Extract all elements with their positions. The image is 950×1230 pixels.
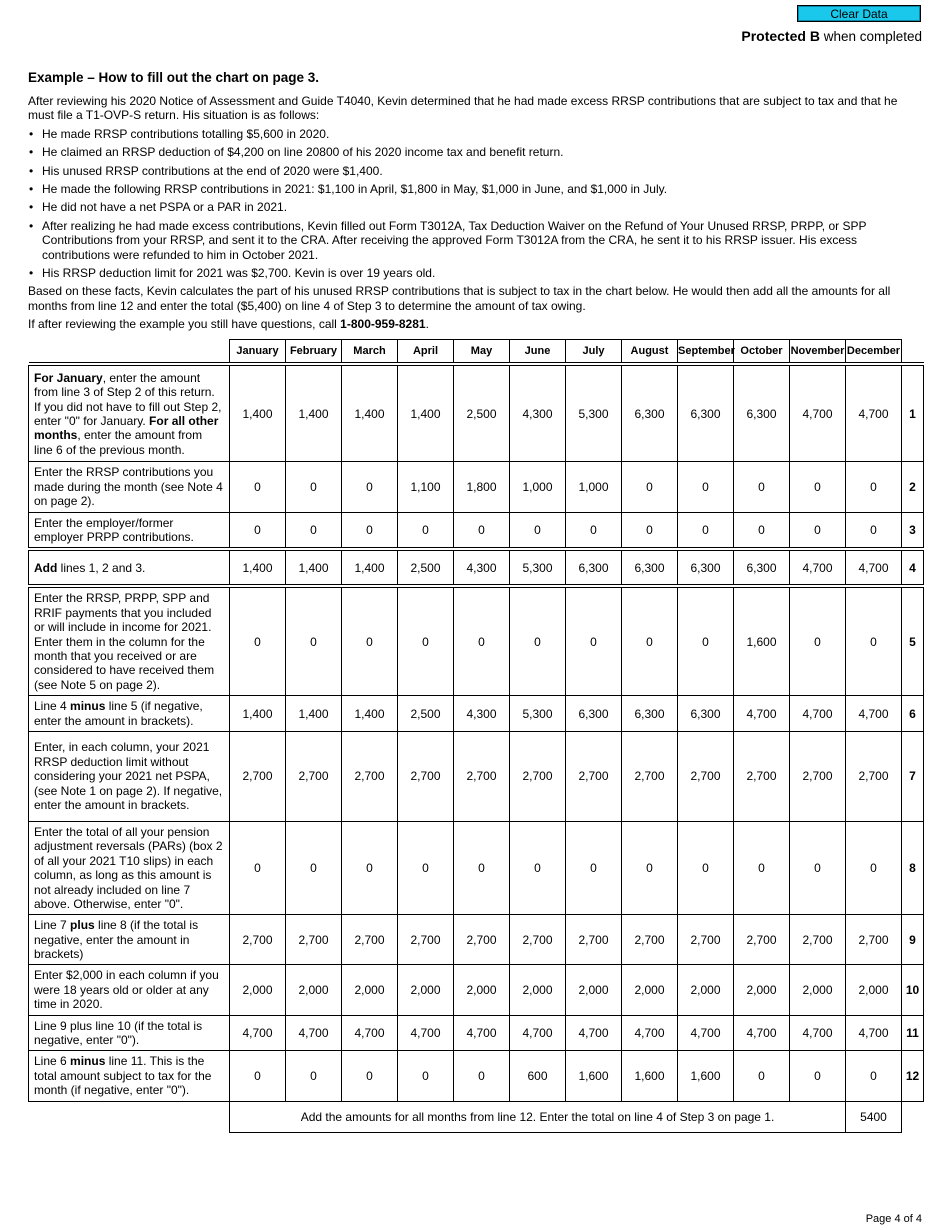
line-11-march-value[interactable]: 4,700 — [342, 1015, 398, 1051]
line-1-april-value[interactable]: 1,400 — [398, 366, 454, 462]
line-10-january-value[interactable]: 2,000 — [230, 965, 286, 1015]
line-9-december-value[interactable]: 2,700 — [846, 915, 902, 965]
line-6-september-value[interactable]: 6,300 — [678, 696, 734, 732]
line-1-august-value[interactable]: 6,300 — [622, 366, 678, 462]
line-4-february-value[interactable]: 1,400 — [286, 551, 342, 585]
situation-item: • After realizing he had made excess contributions, Kevin filled out Form T3012A, Tax Deduction Waiver on the Refund of Your Unused RRSP, PRPP, or SPP Contributions from your RRSP, and sent it to the CRA. After receiving the approved Form T3012A from the CRA, he sent it to his RRSP issuer. His excess contributions were refunded to him in October 2021. — [28, 219, 923, 262]
line-2-august-value[interactable]: 0 — [622, 462, 678, 512]
line-6-november-value[interactable]: 4,700 — [790, 696, 846, 732]
line-11-february-value[interactable]: 4,700 — [286, 1015, 342, 1051]
line-3-january-value[interactable]: 0 — [230, 512, 286, 548]
month-header-april: April — [398, 340, 454, 363]
line-8-october-value[interactable]: 0 — [734, 821, 790, 914]
line-11-july-value[interactable]: 4,700 — [566, 1015, 622, 1051]
description-text: Line 9 plus line 10 (if the total is negative, enter "0"). — [34, 1018, 203, 1048]
month-header-row — [29, 340, 924, 363]
description-text: Line 4 — [34, 699, 71, 714]
line-5-september-value[interactable]: 0 — [678, 588, 734, 696]
line-10-april-value[interactable]: 2,000 — [398, 965, 454, 1015]
line-3-december-value[interactable]: 0 — [846, 512, 902, 548]
line-9-april-value[interactable]: 2,700 — [398, 915, 454, 965]
line-8-august-value[interactable]: 0 — [622, 821, 678, 914]
line-11-row — [29, 1015, 924, 1051]
line-7-december-value[interactable]: 2,700 — [846, 731, 902, 821]
line-7-april-value[interactable]: 2,700 — [398, 731, 454, 821]
line-8-february-value[interactable]: 0 — [286, 821, 342, 914]
line-11-december-value[interactable]: 4,700 — [846, 1015, 902, 1051]
line-3-april-value[interactable]: 0 — [398, 512, 454, 548]
line-3-august-value[interactable]: 0 — [622, 512, 678, 548]
line-8-row — [29, 821, 924, 914]
protected-suffix: when completed — [819, 29, 922, 44]
line-11-may-value[interactable]: 4,700 — [454, 1015, 510, 1051]
line-3-november-value[interactable]: 0 — [790, 512, 846, 548]
total-amount-field[interactable]: 5400 — [846, 1101, 902, 1132]
line-4-june-value[interactable]: 5,300 — [510, 551, 566, 585]
line-9-september-value[interactable]: 2,700 — [678, 915, 734, 965]
month-header-november: November — [790, 340, 846, 363]
situation-item: • His RRSP deduction limit for 2021 was $2,700. Kevin is over 19 years old. — [28, 266, 923, 280]
line-11-april-value[interactable]: 4,700 — [398, 1015, 454, 1051]
line-6-march-value[interactable]: 1,400 — [342, 696, 398, 732]
line-10-december-value[interactable]: 2,000 — [846, 965, 902, 1015]
line-12-row — [29, 1051, 924, 1101]
line-4-may-value[interactable]: 4,300 — [454, 551, 510, 585]
line-4-july-value[interactable]: 6,300 — [566, 551, 622, 585]
description-text: lines 1, 2 and 3. — [57, 560, 146, 575]
page-content — [28, 70, 923, 1133]
line-6-may-value[interactable]: 4,300 — [454, 696, 510, 732]
description-text: Enter, in each column, your 2021 RRSP deduction limit without considering your 2021 net PSPA, (see Note 1 on page 2). If negative, enter the amount in brackets. — [34, 740, 223, 813]
line-9-january-value[interactable]: 2,700 — [230, 915, 286, 965]
line-4-description — [29, 551, 230, 585]
line-5-june-value[interactable]: 0 — [510, 588, 566, 696]
line-8-september-value[interactable]: 0 — [678, 821, 734, 914]
line-5-row — [29, 588, 924, 696]
total-row — [29, 1101, 924, 1132]
line-number: 8 — [902, 821, 924, 914]
line-2-july-value[interactable]: 1,000 — [566, 462, 622, 512]
line-12-march-value[interactable]: 0 — [342, 1051, 398, 1101]
line-2-april-value[interactable]: 1,100 — [398, 462, 454, 512]
line-6-july-value[interactable]: 6,300 — [566, 696, 622, 732]
line-2-november-value[interactable]: 0 — [790, 462, 846, 512]
line-6-august-value[interactable]: 6,300 — [622, 696, 678, 732]
line-1-may-value[interactable]: 2,500 — [454, 366, 510, 462]
description-text: Enter the employer/former employer PRPP contributions. — [34, 515, 194, 545]
line-6-february-value[interactable]: 1,400 — [286, 696, 342, 732]
line-9-february-value[interactable]: 2,700 — [286, 915, 342, 965]
line-1-row — [29, 366, 924, 462]
line-3-march-value[interactable]: 0 — [342, 512, 398, 548]
line-1-september-value[interactable]: 6,300 — [678, 366, 734, 462]
description-text: Line 6 — [34, 1054, 71, 1069]
line-10-february-value[interactable]: 2,000 — [286, 965, 342, 1015]
line-12-september-value[interactable]: 1,600 — [678, 1051, 734, 1101]
line-11-september-value[interactable]: 4,700 — [678, 1015, 734, 1051]
month-header-march: March — [342, 340, 398, 363]
total-instruction: Add the amounts for all months from line 12. Enter the total on line 4 of Step 3 on page 1. — [230, 1101, 846, 1132]
line-1-october-value[interactable]: 6,300 — [734, 366, 790, 462]
situation-item: • His unused RRSP contributions at the end of 2020 were $1,400. — [28, 164, 923, 178]
line-number: 6 — [902, 696, 924, 732]
situation-list — [28, 127, 923, 281]
questions-prefix: If after reviewing the example you still have questions, call — [28, 317, 341, 332]
example-intro: After reviewing his 2020 Notice of Assessment and Guide T4040, Kevin determined that he had made excess RRSP contributions that are subject to tax and that he must file a T1-OVP-S return. His situation is as follows: — [28, 94, 898, 123]
month-header-september: September — [678, 340, 734, 363]
line-10-may-value[interactable]: 2,000 — [454, 965, 510, 1015]
line-5-april-value[interactable]: 0 — [398, 588, 454, 696]
description-text: Enter $2,000 in each column if you were 18 years old or older at any time in 2020. — [34, 968, 219, 1012]
description-text: For all other months — [34, 413, 219, 443]
line-6-january-value[interactable]: 1,400 — [230, 696, 286, 732]
line-1-june-value[interactable]: 4,300 — [510, 366, 566, 462]
line-6-june-value[interactable]: 5,300 — [510, 696, 566, 732]
line-12-january-value[interactable]: 0 — [230, 1051, 286, 1101]
description-text: minus — [70, 1054, 106, 1069]
line-2-may-value[interactable]: 1,800 — [454, 462, 510, 512]
line-10-march-value[interactable]: 2,000 — [342, 965, 398, 1015]
example-title: Example – How to fill out the chart on page 3. — [28, 70, 320, 85]
line-10-description — [29, 965, 230, 1015]
monthly-chart — [28, 339, 924, 1132]
line-9-august-value[interactable]: 2,700 — [622, 915, 678, 965]
total-row-blank — [29, 1101, 230, 1132]
line-5-january-value[interactable]: 0 — [230, 588, 286, 696]
line-7-march-value[interactable]: 2,700 — [342, 731, 398, 821]
line-6-description — [29, 696, 230, 732]
line-10-october-value[interactable]: 2,000 — [734, 965, 790, 1015]
line-9-description — [29, 915, 230, 965]
questions-line — [28, 317, 923, 331]
line-9-october-value[interactable]: 2,700 — [734, 915, 790, 965]
line-3-february-value[interactable]: 0 — [286, 512, 342, 548]
description-text: Enter the total of all your pension adjustment reversals (PARs) (box 2 of all your 2021 T10 slips) in each column, as long as this amount is not already included on line 7 above. Otherwise, enter "0". — [34, 824, 223, 911]
line-2-september-value[interactable]: 0 — [678, 462, 734, 512]
line-5-description — [29, 588, 230, 696]
line-5-march-value[interactable]: 0 — [342, 588, 398, 696]
month-header-february: February — [286, 340, 342, 363]
description-text: , enter the amount from line 3 of Step 2 of this return. If you did not have to fill out Step 2, enter "0" for January. — [34, 370, 222, 428]
line-1-december-value[interactable]: 4,700 — [846, 366, 902, 462]
line-4-august-value[interactable]: 6,300 — [622, 551, 678, 585]
line-12-december-value[interactable]: 0 — [846, 1051, 902, 1101]
line-4-september-value[interactable]: 6,300 — [678, 551, 734, 585]
line-12-august-value[interactable]: 1,600 — [622, 1051, 678, 1101]
line-5-october-value[interactable]: 1,600 — [734, 588, 790, 696]
month-header-december: December — [846, 340, 902, 363]
line-9-may-value[interactable]: 2,700 — [454, 915, 510, 965]
line-3-july-value[interactable]: 0 — [566, 512, 622, 548]
clear-data-button[interactable]: Clear Data — [797, 5, 921, 22]
line-5-may-value[interactable]: 0 — [454, 588, 510, 696]
line-12-description — [29, 1051, 230, 1101]
line-3-october-value[interactable]: 0 — [734, 512, 790, 548]
line-2-december-value[interactable]: 0 — [846, 462, 902, 512]
situation-item: • He made the following RRSP contributions in 2021: $1,100 in April, $1,800 in May, $1,000 in June, and $1,000 in July. — [28, 182, 923, 196]
line-1-july-value[interactable]: 5,300 — [566, 366, 622, 462]
line-8-june-value[interactable]: 0 — [510, 821, 566, 914]
line-11-june-value[interactable]: 4,700 — [510, 1015, 566, 1051]
line-7-november-value[interactable]: 2,700 — [790, 731, 846, 821]
header-blank-line — [902, 340, 924, 363]
line-number: 7 — [902, 731, 924, 821]
line-9-march-value[interactable]: 2,700 — [342, 915, 398, 965]
line-2-june-value[interactable]: 1,000 — [510, 462, 566, 512]
header-blank — [29, 340, 230, 363]
line-1-march-value[interactable]: 1,400 — [342, 366, 398, 462]
line-7-august-value[interactable]: 2,700 — [622, 731, 678, 821]
line-10-november-value[interactable]: 2,000 — [790, 965, 846, 1015]
line-7-description — [29, 731, 230, 821]
line-1-february-value[interactable]: 1,400 — [286, 366, 342, 462]
line-6-december-value[interactable]: 4,700 — [846, 696, 902, 732]
line-1-november-value[interactable]: 4,700 — [790, 366, 846, 462]
line-number: 2 — [902, 462, 924, 512]
line-10-july-value[interactable]: 2,000 — [566, 965, 622, 1015]
line-7-february-value[interactable]: 2,700 — [286, 731, 342, 821]
line-7-june-value[interactable]: 2,700 — [510, 731, 566, 821]
line-4-january-value[interactable]: 1,400 — [230, 551, 286, 585]
phone-number: 1-800-959-8281 — [340, 317, 426, 332]
description-text: line 5 (if negative, enter the amount in brackets). — [34, 699, 203, 728]
description-text: line 11. This is the total amount subject to tax for the month (if negative, enter "0"). — [34, 1054, 212, 1098]
line-8-november-value[interactable]: 0 — [790, 821, 846, 914]
line-number: 1 — [902, 366, 924, 462]
line-11-november-value[interactable]: 4,700 — [790, 1015, 846, 1051]
situation-item: • He claimed an RRSP deduction of $4,200 on line 20800 of his 2020 income tax and benefit return. — [28, 145, 923, 159]
month-header-july: July — [566, 340, 622, 363]
month-header-october: October — [734, 340, 790, 363]
questions-suffix: . — [425, 317, 429, 332]
line-5-february-value[interactable]: 0 — [286, 588, 342, 696]
line-number: 10 — [902, 965, 924, 1015]
line-number: 12 — [902, 1051, 924, 1101]
description-text: plus — [70, 918, 95, 933]
line-6-row — [29, 696, 924, 732]
line-4-march-value[interactable]: 1,400 — [342, 551, 398, 585]
line-8-july-value[interactable]: 0 — [566, 821, 622, 914]
line-12-october-value[interactable]: 0 — [734, 1051, 790, 1101]
description-text: Add — [34, 560, 58, 575]
line-7-january-value[interactable]: 2,700 — [230, 731, 286, 821]
line-5-december-value[interactable]: 0 — [846, 588, 902, 696]
line-2-march-value[interactable]: 0 — [342, 462, 398, 512]
line-11-january-value[interactable]: 4,700 — [230, 1015, 286, 1051]
line-8-may-value[interactable]: 0 — [454, 821, 510, 914]
line-number: 9 — [902, 915, 924, 965]
line-1-january-value[interactable]: 1,400 — [230, 366, 286, 462]
description-text: Enter the RRSP contributions you made during the month (see Note 4 on page 2). — [34, 465, 223, 509]
line-5-august-value[interactable]: 0 — [622, 588, 678, 696]
line-12-february-value[interactable]: 0 — [286, 1051, 342, 1101]
month-header-august: August — [622, 340, 678, 363]
line-9-july-value[interactable]: 2,700 — [566, 915, 622, 965]
line-7-row — [29, 731, 924, 821]
line-12-may-value[interactable]: 0 — [454, 1051, 510, 1101]
line-4-december-value[interactable]: 4,700 — [846, 551, 902, 585]
situation-item: • He did not have a net PSPA or a PAR in 2021. — [28, 200, 923, 214]
line-7-september-value[interactable]: 2,700 — [678, 731, 734, 821]
line-7-july-value[interactable]: 2,700 — [566, 731, 622, 821]
line-3-september-value[interactable]: 0 — [678, 512, 734, 548]
line-4-row — [29, 551, 924, 585]
situation-item: • He made RRSP contributions totalling $5,600 in 2020. — [28, 127, 923, 141]
description-text: , enter the amount from line 6 of the previous month. — [34, 428, 203, 457]
line-7-may-value[interactable]: 2,700 — [454, 731, 510, 821]
line-10-september-value[interactable]: 2,000 — [678, 965, 734, 1015]
description-text: For January — [34, 370, 103, 385]
description-text: minus — [70, 699, 106, 714]
line-8-january-value[interactable]: 0 — [230, 821, 286, 914]
line-4-october-value[interactable]: 6,300 — [734, 551, 790, 585]
line-7-october-value[interactable]: 2,700 — [734, 731, 790, 821]
line-6-october-value[interactable]: 4,700 — [734, 696, 790, 732]
line-3-june-value[interactable]: 0 — [510, 512, 566, 548]
line-9-november-value[interactable]: 2,700 — [790, 915, 846, 965]
line-5-july-value[interactable]: 0 — [566, 588, 622, 696]
line-11-description — [29, 1015, 230, 1051]
line-3-description — [29, 512, 230, 548]
line-12-june-value[interactable]: 600 — [510, 1051, 566, 1101]
line-3-may-value[interactable]: 0 — [454, 512, 510, 548]
month-header-may: May — [454, 340, 510, 363]
line-11-august-value[interactable]: 4,700 — [622, 1015, 678, 1051]
line-5-november-value[interactable]: 0 — [790, 588, 846, 696]
line-number: 3 — [902, 512, 924, 548]
line-11-october-value[interactable]: 4,700 — [734, 1015, 790, 1051]
protected-status — [741, 28, 922, 44]
line-2-row — [29, 462, 924, 512]
line-2-february-value[interactable]: 0 — [286, 462, 342, 512]
line-10-june-value[interactable]: 2,000 — [510, 965, 566, 1015]
line-4-april-value[interactable]: 2,500 — [398, 551, 454, 585]
description-text: Line 7 — [34, 918, 71, 933]
line-number: 4 — [902, 551, 924, 585]
line-9-june-value[interactable]: 2,700 — [510, 915, 566, 965]
line-number: 11 — [902, 1015, 924, 1051]
line-2-january-value[interactable]: 0 — [230, 462, 286, 512]
description-text: Enter the RRSP, PRPP, SPP and RRIF payments that you included or will include in income for 2021. Enter them in the column for the month that you received or are considered to have received them (see Note 5 on page 2). — [34, 591, 215, 692]
month-header-june: June — [510, 340, 566, 363]
line-12-november-value[interactable]: 0 — [790, 1051, 846, 1101]
line-8-december-value[interactable]: 0 — [846, 821, 902, 914]
line-8-march-value[interactable]: 0 — [342, 821, 398, 914]
line-12-april-value[interactable]: 0 — [398, 1051, 454, 1101]
line-8-april-value[interactable]: 0 — [398, 821, 454, 914]
chart-body — [29, 363, 924, 1132]
description-text: line 8 (if the total is negative, enter the amount in brackets) — [34, 918, 199, 962]
line-2-description — [29, 462, 230, 512]
protected-label: Protected B — [741, 28, 820, 44]
line-3-row — [29, 512, 924, 548]
page-number: Page 4 of 4 — [865, 1213, 922, 1225]
line-8-description — [29, 821, 230, 914]
line-1-description — [29, 366, 230, 462]
total-row-blank-end — [902, 1101, 924, 1132]
line-10-row — [29, 965, 924, 1015]
line-number: 5 — [902, 588, 924, 696]
line-12-july-value[interactable]: 1,600 — [566, 1051, 622, 1101]
example-summary: Based on these facts, Kevin calculates the part of his unused RRSP contributions that is subject to tax in the chart below. He would then add all the amounts for all months from line 12 and enter the total ($5,400) on line 4 of Step 3 to determine the amount of tax owing. — [28, 284, 891, 313]
line-10-august-value[interactable]: 2,000 — [622, 965, 678, 1015]
line-9-row — [29, 915, 924, 965]
line-6-april-value[interactable]: 2,500 — [398, 696, 454, 732]
month-header-january: January — [230, 340, 286, 363]
line-2-october-value[interactable]: 0 — [734, 462, 790, 512]
line-4-november-value[interactable]: 4,700 — [790, 551, 846, 585]
